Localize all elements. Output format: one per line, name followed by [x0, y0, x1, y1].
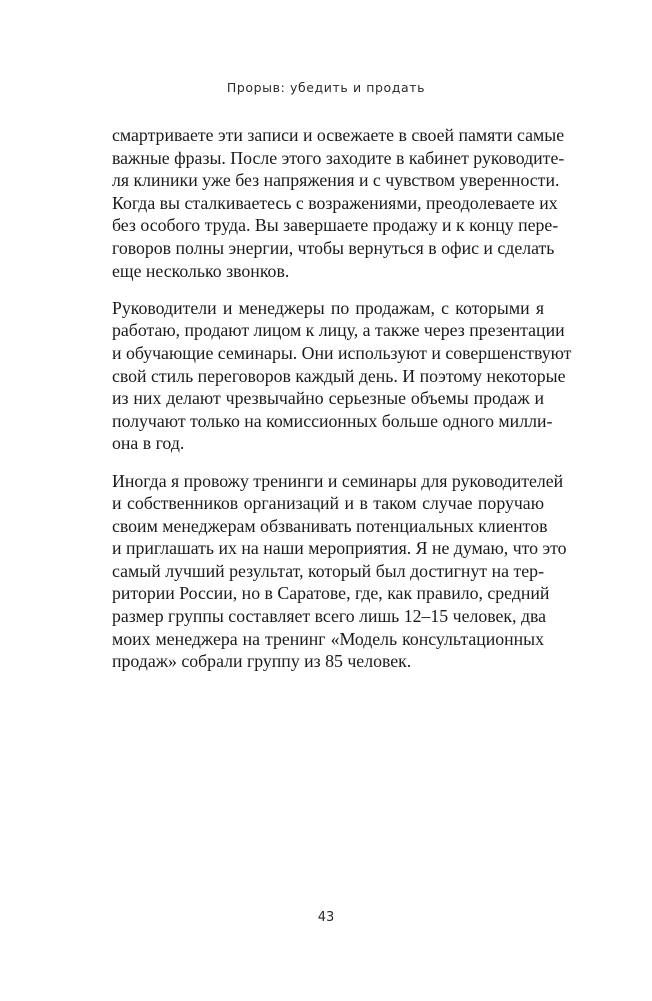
text-line: говоров полны энергии, чтобы вернуться в офис и сделать [112, 237, 555, 258]
text-line: моих менеджера на тренинг «Модель консультационных [112, 628, 544, 649]
text-line: ля клиники уже без напряжения и с чувством уверенности. [112, 170, 560, 191]
text-line: ритории России, но в Саратове, где, как правило, средний [112, 583, 550, 604]
text-line: она в год. [112, 433, 185, 454]
paragraph-1 [112, 124, 565, 282]
text-line: Когда вы сталкиваетесь с возражениями, преодолеваете их [112, 192, 558, 213]
text-line: еще несколько звонков. [112, 260, 290, 281]
text-line: свой стиль переговоров каждый день. И поэтому некоторые [112, 365, 566, 386]
text-line: важные фразы. После этого заходите в кабинет руководите- [112, 147, 565, 168]
text-line: своим менеджерам обзванивать потенциальных клиентов [112, 515, 548, 536]
page-number: 43 [317, 910, 335, 925]
text-line: и обучающие семинары. Они используют и совершенствуют [112, 342, 572, 363]
paragraph-3 [112, 470, 567, 673]
text-line: и приглашать их на наши мероприятия. Я не думаю, что это [112, 538, 567, 559]
text-line: Руководители и менеджеры по продажам, с которыми я [112, 297, 544, 318]
running-head: Прорыв: убедить и продать [226, 80, 426, 95]
body-text [112, 124, 572, 687]
text-line: из них делают чрезвычайно серьезные объемы продаж и [112, 388, 544, 409]
text-line: без особого труда. Вы завершаете продажу и к концу пере- [112, 215, 559, 236]
text-line: Иногда я провожу тренинги и семинары для руководителей [112, 470, 564, 491]
text-line: размер группы составляет всего лишь 12–15 человек, два [112, 606, 547, 627]
text-line: смартриваете эти записи и освежаете в своей памяти самые [112, 125, 565, 145]
text-line: продаж» собрали группу из 85 человек. [112, 651, 412, 672]
text-line: получают только на комиссионных больше одного милли- [112, 410, 553, 431]
text-line: и собственников организаций и в таком случае поручаю [112, 493, 544, 514]
text-line: самый лучший результат, который был достигнут на тер- [112, 560, 544, 581]
text-line: работаю, продают лицом к лицу, а также через презентации [112, 320, 565, 341]
paragraph-2 [112, 297, 572, 455]
